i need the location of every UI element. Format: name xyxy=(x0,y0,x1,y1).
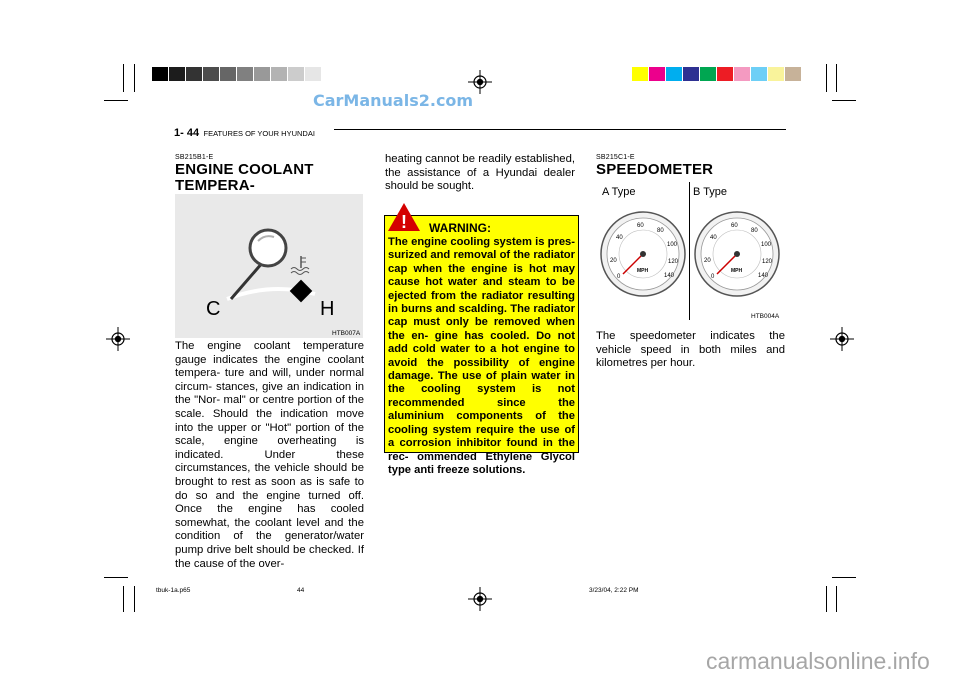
speedometer-a-icon xyxy=(599,210,687,298)
crop-mark xyxy=(832,577,856,578)
heading-line: ENGINE COOLANT TEMPERA- xyxy=(175,161,314,194)
svg-text:20: 20 xyxy=(704,258,711,264)
page-header xyxy=(174,123,315,141)
crop-mark xyxy=(134,586,135,612)
footer-watermark: carmanualsonline.info xyxy=(706,648,930,674)
registration-target-icon xyxy=(106,327,130,351)
temperature-gauge-illustration xyxy=(175,194,363,338)
speedometer-illustration xyxy=(595,180,784,322)
svg-text:140: 140 xyxy=(664,273,675,279)
svg-text:120: 120 xyxy=(762,259,773,265)
warning-text: The engine cooling system is pres- surized and removal of the radiator cap when the engine is hot may cause hot water and steam to be ejected from the radiator resulting in burns and scalding. The radiator cap must only be removed when the en- gine has cooled. Do not add cold water to a hot engine to avoid the possibility of engine damage. The use of plain water in the cooling system is not recommended since the aluminium components of the cooling system require the use of a corrosion inhibitor found in the rec- ommended Ethylene Glycol type anti freeze solutions. xyxy=(388,236,575,476)
svg-text:140: 140 xyxy=(758,273,769,279)
warning-title: WARNING: xyxy=(429,221,491,235)
crop-mark xyxy=(123,64,124,92)
page-number: 1- 44 xyxy=(174,127,200,139)
gauge-label-cold: C xyxy=(206,298,221,320)
warning-box xyxy=(384,212,579,476)
crop-mark xyxy=(123,586,124,612)
svg-text:0: 0 xyxy=(617,274,621,280)
slug-page: 44 xyxy=(297,587,305,594)
slug-date: 3/23/04, 2:22 PM xyxy=(589,587,639,594)
crop-mark xyxy=(836,64,837,92)
section-heading: SPEEDOMETER xyxy=(596,161,714,178)
svg-text:0: 0 xyxy=(711,274,715,280)
site-watermark: CarManuals2.com xyxy=(313,91,474,110)
svg-text:!: ! xyxy=(401,212,407,232)
crop-mark xyxy=(826,64,827,92)
svg-text:40: 40 xyxy=(616,235,623,241)
crop-mark xyxy=(104,577,128,578)
warning-triangle-icon xyxy=(387,202,421,232)
type-divider xyxy=(689,182,690,320)
svg-text:120: 120 xyxy=(668,259,679,265)
svg-text:60: 60 xyxy=(731,223,738,229)
svg-text:MPH: MPH xyxy=(637,268,649,274)
section-code: SB215B1-E xyxy=(175,154,214,161)
crop-mark xyxy=(826,586,827,612)
temperature-gauge-icon xyxy=(175,194,363,338)
speedometer-b-icon xyxy=(693,210,781,298)
slug-file: tbuk-1a.p65 xyxy=(156,587,191,594)
crop-mark xyxy=(104,100,128,101)
svg-text:100: 100 xyxy=(761,242,772,248)
section-code: SB215C1-E xyxy=(596,154,635,161)
section-title: FEATURES OF YOUR HYUNDAI xyxy=(203,129,315,138)
crop-mark xyxy=(134,64,135,92)
svg-text:20: 20 xyxy=(610,258,617,264)
figure-code: HTB004A xyxy=(751,313,780,320)
crop-mark xyxy=(836,586,837,612)
svg-text:100: 100 xyxy=(667,242,678,248)
body-paragraph: The speedometer indicates the vehicle speed in both miles and kilometres per hour. xyxy=(596,330,785,370)
svg-text:80: 80 xyxy=(657,228,664,234)
svg-text:40: 40 xyxy=(710,235,717,241)
grayscale-bar xyxy=(152,67,322,81)
registration-target-icon xyxy=(830,327,854,351)
continued-paragraph: heating cannot be readily established, the assistance of a Hyundai dealer should be sought. xyxy=(385,153,575,193)
crop-mark xyxy=(832,100,856,101)
svg-text:60: 60 xyxy=(637,223,644,229)
registration-target-icon xyxy=(468,587,492,611)
header-rule xyxy=(334,129,786,130)
color-bar xyxy=(632,67,802,81)
gauge-label-hot: H xyxy=(320,298,335,320)
figure-code: HTB007A xyxy=(332,330,361,337)
svg-text:80: 80 xyxy=(751,228,758,234)
svg-text:MPH: MPH xyxy=(731,268,743,274)
body-paragraph: The engine coolant temperature gauge indicates the engine coolant tempera- ture and will, under normal circum- stances, give an indication in the "Nor- mal" or centre portion of the scale. Should the indication move into the upper or "Hot" portion of the scale, engine overheating is indicated. Under these circumstances, the vehicle should be brought to rest as soon as is safe to do so and the engine turned off. Once the engine has cooled somewhat, the coolant level and the condition of the generator/water pump drive belt should be checked. If the cause of the over- xyxy=(175,340,364,570)
type-b-label: B Type xyxy=(693,186,728,198)
type-a-label: A Type xyxy=(602,186,636,198)
